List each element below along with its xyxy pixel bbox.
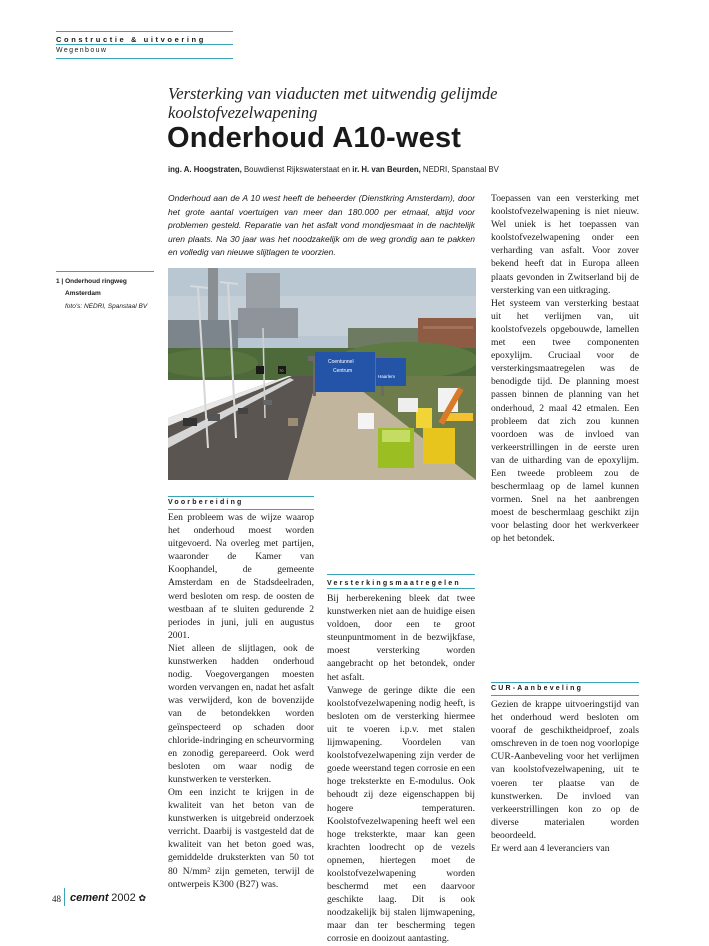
paragraph: Toepassen van een versterking met koolstofvezelwapening is niet nieuw. Wel uniek is het toepassen van koolstofvezelwapening onder een verharding van asfalt. Voor zover bekend heeft dat in Europa alleen plaats gevonden in Zwitserland bij de versterking van een uitkraging.: [491, 193, 639, 296]
caption-line-1: Onderhoud ringweg: [65, 278, 127, 285]
rule-versterking-bottom: [327, 588, 475, 589]
sign-text-1: Coentunnel: [328, 359, 354, 365]
paragraph: Een probleem was de wijze waarop het onderhoud moest worden uitgevoerd. Na overleg met partijen, waaronder de Kamer van Koophandel, de gemeente Amsterdam en de Stadsdeelraden, werd besloten om resp. de oosten de westbaan af te sluiten gedurende 2 periodes in juni, juli en augustus 2001.: [168, 512, 314, 641]
rule-versterking-top: [327, 574, 475, 575]
flower-icon: ✿: [138, 893, 147, 903]
article-title: Onderhoud A10-west: [167, 122, 462, 154]
section-subcategory: Wegenbouw: [56, 47, 108, 54]
paragraph: Gezien de krappe uitvoeringstijd van het onderhoud werd besloten om vooraf de geschiktheidproef, zoals omschreven in de toen nog voorlopige CUR-Aanbeveling voor het verlijmen van koolstofvezelwapening, uit te voeren ter plaatse van de kunstwerken. De invloed van verkeerstrillingen kon zo op de diverse materialen worden beoordeeld.: [491, 699, 639, 841]
page-number: 48: [52, 894, 61, 904]
affiliation-2: NEDRI, Spanstaal BV: [420, 165, 499, 174]
article-intro: Onderhoud aan de A 10 west heeft de beheerder (Dienstkring Amsterdam), door het grote aantal voertuigen van meer dan 180.000 per etmaal, altijd voor problemen gesteld. Reparatie van het asfalt vond mondjesmaat in de nachtelijk uren plaats. Na 30 jaar was het noodzakelijk om de weg grondig aan te pakken en volledig van nieuwe slijtlagen te voorzien.: [168, 193, 475, 258]
caption-line-2: Amsterdam: [65, 290, 101, 298]
author-1: ing. A. Hoogstraten,: [168, 165, 242, 174]
column-1: [168, 511, 314, 891]
rule-cur-top: [491, 682, 639, 683]
magazine-name: [70, 892, 146, 904]
paragraph: Vanwege de geringe dikte die een koolstofvezelwapening nodig heeft, is besloten om de versterking hiermee uit te voeren i.p.v. met stalen lijmwapening. Voordelen van koolstofvezelwapening zijn verder de goede weerstand tegen corrosie en een hoge treksterkte en E-modulus. Ook behoudt zij deze eigenschappen bij hogere temperaturen. Koolstofvezelwapening heeft wel een hoge treksterkte, maar kan geen krachten loodrecht op de vezels opnemen, hiertegen moet de koolstofvezelwapening worden beschermd met een daarvoor geschikte laag. Dit is ook noodzakelijk bij stalen lijmwapening, maar dan ter bescherming tegen corrosie en dooizout aantasting.: [327, 684, 475, 945]
photo-credit: foto's: NEDRI, Spanstaal BV: [65, 302, 148, 310]
sign-text-3: Haarlem: [378, 374, 396, 379]
column-2: [327, 498, 475, 946]
article-kicker: Versterking van viaducten met uitwendig gelijmde koolstofvezelwapening: [168, 84, 498, 122]
paragraph: Om een inzicht te krijgen in de kwaliteit van het beton van de kunstwerken is uitgebreid onderzoek verricht. Daarbij is vastgesteld dat de kwaliteit van het beton goed was, gemiddelde druksterkten van 50 tot 80 N/mm² zijn gemeten, terwijl de ontwerpeis K300 (B27) was.: [168, 786, 314, 890]
rule-voorbereiding-bottom: [168, 509, 314, 510]
paragraph: Er werd aan 4 leveranciers van: [491, 843, 610, 855]
rule-cur-bottom: [491, 695, 639, 696]
header-rule-top: [56, 31, 233, 32]
affiliation-1: Bouwdienst Rijkswaterstaat en: [241, 165, 353, 174]
header-rule-middle: [56, 44, 233, 45]
figure-number: 1: [56, 278, 60, 285]
paragraph: Het systeem van versterking bestaat uit het verlijmen van, uit koolstofvezels opgebouwde, lamellen met een twee componenten epoxylijm. Cruciaal voor de versterkingsmaatregelen was de benodigde tijd. De planning moest passen binnen de planning van het onderhoud, 2 maal 42 etmalen. Een probleem dat zich zou kunnen voordoen was de invloed van verkeerstrillingen in de eerste uren van de uitharding van de epoxylijm. Een tweede probleem zou de beschermlaag op de lamel kunnen vormen. Snel na het aanbrengen moest de beschermlaag geschikt zijn voor belasting door het werkverkeer op het betondek.: [491, 297, 639, 545]
heading-cur-aanbeveling: CUR-Aanbeveling: [491, 685, 584, 692]
column-3: [491, 192, 639, 546]
header-rule-bottom: [56, 58, 233, 59]
paragraph: Niet alleen de slijtlagen, ook de kunstwerken hadden onderhoud nodig. Voegovergangen moesten worden vervangen en, nadat het asfalt was verwijderd, kon de bovenzijde van de betondekken worden geïnspecteerd op schaden door chloride-indringing en scheurvorming en zonodig gerepareerd. Ook werd besloten om waar nodig de kunstwerken te versterken.: [168, 642, 315, 785]
magazine-title: cement: [70, 892, 109, 904]
article-authors: [168, 165, 499, 174]
photo-ringweg-amsterdam: [168, 268, 476, 480]
sign-text-4: 70: [279, 368, 284, 373]
heading-versterkingsmaatregelen: Versterkingsmaatregelen: [327, 580, 461, 587]
sign-text-2: Centrum: [333, 368, 353, 374]
magazine-year: 2002: [111, 892, 136, 904]
footer-divider: [64, 888, 65, 906]
figure-caption: 1 | Onderhoud ringweg Amsterdam foto's: NEDRI, Spanstaal BV: [56, 276, 161, 313]
caption-rule: [56, 271, 154, 272]
author-2: ir. H. van Beurden,: [352, 165, 421, 174]
paragraph: Bij herberekening bleek dat twee kunstwerken niet aan de huidige eisen voldoen, door een te groot steunpuntmoment in de bezwijkfase, moest versterking worden aangebracht op het betondek, onder het asfalt.: [327, 593, 475, 683]
section-category: Constructie & uitvoering: [56, 35, 206, 44]
rule-voorbereiding-top: [168, 496, 314, 497]
heading-voorbereiding: Voorbereiding: [168, 499, 244, 506]
column-3-cur: [491, 698, 639, 855]
